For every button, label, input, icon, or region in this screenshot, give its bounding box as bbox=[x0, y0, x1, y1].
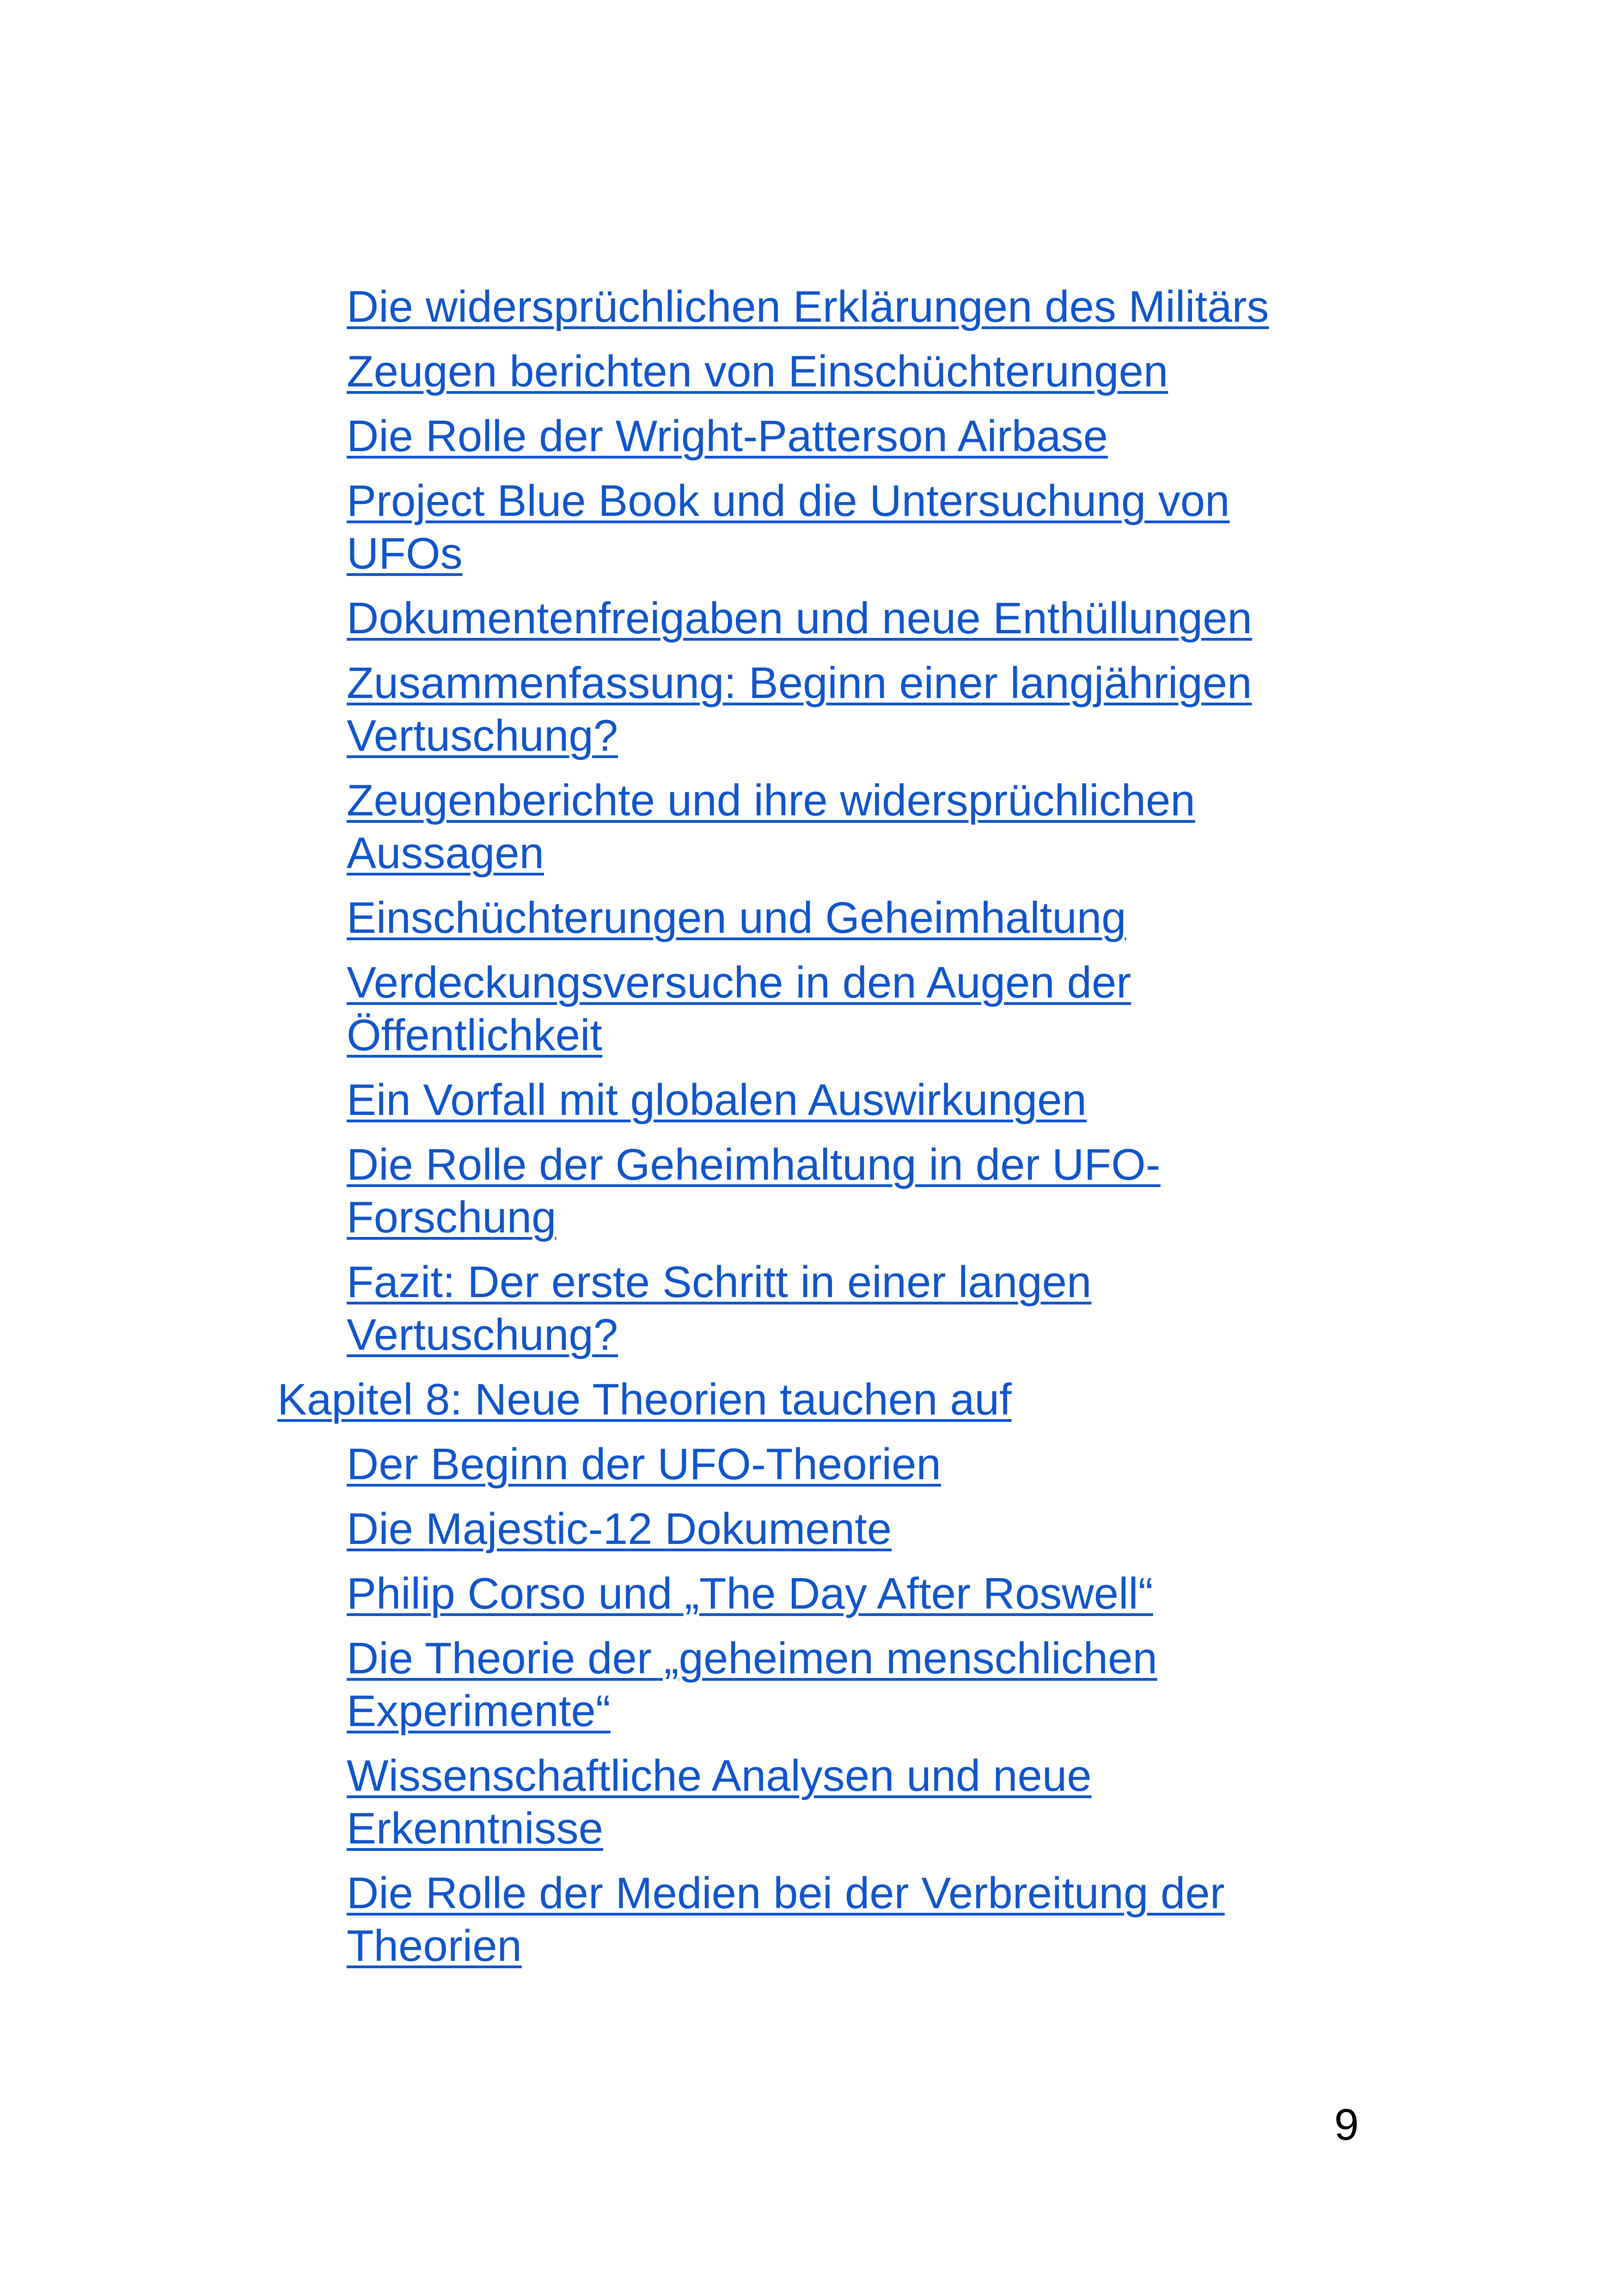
toc-link[interactable]: Zeugenberichte und ihre widersprüchlichen Aussagen bbox=[347, 776, 1195, 878]
toc-link[interactable]: Dokumentenfreigaben und neue Enthüllungen bbox=[347, 594, 1252, 643]
toc-link[interactable]: Die Theorie der „geheimen menschlichen Experimente“ bbox=[347, 1634, 1157, 1736]
toc-link[interactable]: Zeugen berichten von Einschüchterungen bbox=[347, 347, 1168, 396]
toc-entry bbox=[347, 592, 1354, 645]
toc-link[interactable]: Project Blue Book und die Untersuchung von UFOs bbox=[347, 476, 1230, 578]
toc-link[interactable]: Die Rolle der Geheimhaltung in der UFO-Forschung bbox=[347, 1140, 1161, 1242]
toc-link[interactable]: Die Rolle der Medien bei der Verbreitung der Theorien bbox=[347, 1868, 1225, 1971]
toc-entry bbox=[347, 281, 1354, 333]
toc-entry bbox=[347, 1750, 1354, 1855]
toc-link[interactable]: Fazit: Der erste Schritt in einer langen Vertuschung? bbox=[347, 1257, 1092, 1359]
toc-entry bbox=[347, 1567, 1354, 1620]
toc-entry bbox=[347, 1256, 1354, 1361]
toc-entry bbox=[347, 1074, 1354, 1127]
toc-entry bbox=[347, 1632, 1354, 1738]
toc-link[interactable]: Die Rolle der Wright-Patterson Airbase bbox=[347, 411, 1108, 461]
toc-entry bbox=[347, 410, 1354, 463]
toc-link[interactable]: Wissenschaftliche Analysen und neue Erkenntnisse bbox=[347, 1751, 1092, 1853]
toc-entry bbox=[347, 1139, 1354, 1244]
toc-chapter-entry bbox=[277, 1373, 1354, 1426]
toc-link[interactable]: Die widersprüchlichen Erklärungen des Militärs bbox=[347, 282, 1269, 331]
toc-chapter-link[interactable]: Kapitel 8: Neue Theorien tauchen auf bbox=[277, 1375, 1012, 1424]
table-of-contents bbox=[0, 281, 1614, 1984]
toc-entry bbox=[347, 892, 1354, 944]
toc-link[interactable]: Die Majestic-12 Dokumente bbox=[347, 1504, 892, 1554]
toc-entry bbox=[347, 475, 1354, 580]
toc-link[interactable]: Der Beginn der UFO-Theorien bbox=[347, 1439, 941, 1489]
toc-link[interactable]: Philip Corso und „The Day After Roswell“ bbox=[347, 1569, 1153, 1618]
toc-link[interactable]: Zusammenfassung: Beginn einer langjährigen Vertuschung? bbox=[347, 658, 1252, 760]
toc-entry bbox=[347, 1438, 1354, 1491]
page-number: 9 bbox=[1334, 2100, 1359, 2149]
toc-entry bbox=[347, 1503, 1354, 1555]
toc-entry bbox=[347, 956, 1354, 1062]
toc-entry bbox=[347, 657, 1354, 762]
toc-entry bbox=[347, 774, 1354, 880]
toc-entry bbox=[347, 345, 1354, 398]
toc-link[interactable]: Ein Vorfall mit globalen Auswirkungen bbox=[347, 1075, 1087, 1125]
toc-link[interactable]: Verdeckungsversuche in den Augen der Öffentlichkeit bbox=[347, 958, 1131, 1060]
toc-link[interactable]: Einschüchterungen und Geheimhaltung bbox=[347, 893, 1126, 943]
toc-entry bbox=[347, 1867, 1354, 1972]
